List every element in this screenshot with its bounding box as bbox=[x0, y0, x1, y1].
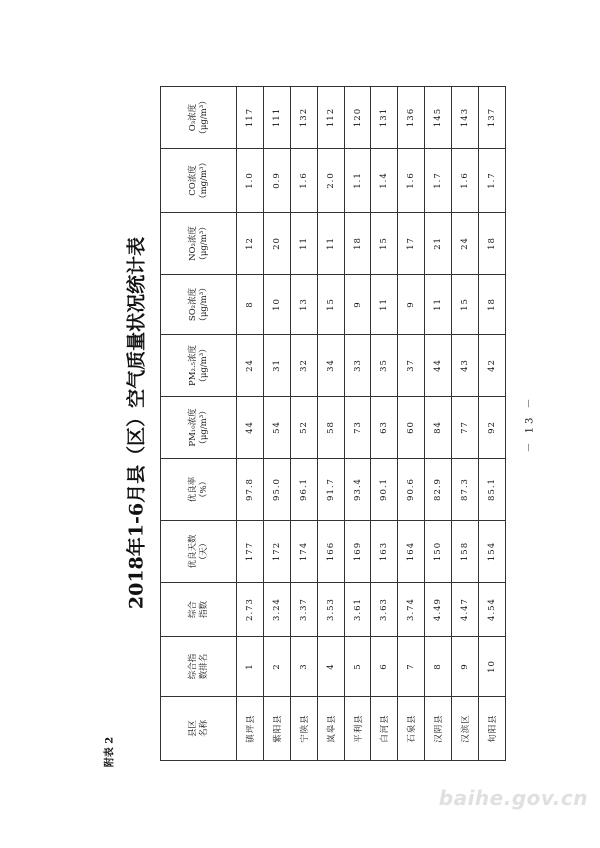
table-cell: 131 bbox=[371, 87, 398, 149]
table-row bbox=[290, 87, 317, 761]
table-cell: 6 bbox=[371, 637, 398, 697]
table-cell: 145 bbox=[425, 87, 452, 149]
table-cell: 11 bbox=[317, 213, 344, 275]
table-cell: 32 bbox=[290, 335, 317, 397]
appendix-label: 附表 2 bbox=[104, 736, 116, 768]
table-header-row bbox=[161, 87, 237, 761]
table-cell: 3.74 bbox=[398, 583, 425, 637]
table-cell: 137 bbox=[479, 87, 506, 149]
table-cell: 54 bbox=[263, 397, 290, 459]
air-quality-table bbox=[160, 86, 506, 761]
table-cell: 136 bbox=[398, 87, 425, 149]
header-no2: NO₂浓度 （μg/m³） bbox=[161, 213, 237, 275]
table-cell: 1 bbox=[237, 637, 264, 697]
table-cell: 20 bbox=[263, 213, 290, 275]
table-cell: 120 bbox=[344, 87, 371, 149]
header-co: CO浓度 （mg/m³） bbox=[161, 149, 237, 213]
table-cell: 42 bbox=[479, 335, 506, 397]
table-cell: 164 bbox=[398, 521, 425, 583]
page-number: － 13 － bbox=[524, 395, 536, 453]
table-cell: 91.7 bbox=[317, 459, 344, 521]
table-cell: 15 bbox=[317, 275, 344, 335]
table-cell: 1.0 bbox=[237, 149, 264, 213]
table-cell: 58 bbox=[317, 397, 344, 459]
table-cell: 33 bbox=[344, 335, 371, 397]
table-cell: 4.54 bbox=[479, 583, 506, 637]
table-cell: 8 bbox=[425, 637, 452, 697]
table-container bbox=[160, 87, 506, 761]
table-cell: 82.9 bbox=[425, 459, 452, 521]
table-title: 2018年1-6月县（区）空气质量状况统计表 bbox=[125, 236, 148, 610]
table-cell: 9 bbox=[452, 637, 479, 697]
table-cell: 1.6 bbox=[452, 149, 479, 213]
county-name-cell: 岚皋县 bbox=[317, 697, 344, 761]
table-row bbox=[398, 87, 425, 761]
table-cell: 1.4 bbox=[371, 149, 398, 213]
table-cell: 93.4 bbox=[344, 459, 371, 521]
header-rank: 综合指 数排名 bbox=[161, 637, 237, 697]
table-cell: 5 bbox=[344, 637, 371, 697]
table-row bbox=[263, 87, 290, 761]
county-name-cell: 旬阳县 bbox=[479, 697, 506, 761]
header-good-days: 优良天数 （天） bbox=[161, 521, 237, 583]
table-cell: 3.53 bbox=[317, 583, 344, 637]
table-row bbox=[344, 87, 371, 761]
table-cell: 3.24 bbox=[263, 583, 290, 637]
table-cell: 11 bbox=[290, 213, 317, 275]
table-cell: 0.9 bbox=[263, 149, 290, 213]
table-cell: 18 bbox=[479, 213, 506, 275]
table-cell: 24 bbox=[237, 335, 264, 397]
table-cell: 9 bbox=[398, 275, 425, 335]
table-cell: 1.6 bbox=[290, 149, 317, 213]
table-cell: 1.6 bbox=[398, 149, 425, 213]
table-cell: 15 bbox=[371, 213, 398, 275]
header-o3: O₃浓度 （μg/m³） bbox=[161, 87, 237, 149]
table-cell: 21 bbox=[425, 213, 452, 275]
table-cell: 13 bbox=[290, 275, 317, 335]
table-cell: 90.1 bbox=[371, 459, 398, 521]
table-cell: 1.1 bbox=[344, 149, 371, 213]
table-cell: 52 bbox=[290, 397, 317, 459]
table-cell: 3.63 bbox=[371, 583, 398, 637]
table-cell: 8 bbox=[237, 275, 264, 335]
table-cell: 169 bbox=[344, 521, 371, 583]
table-cell: 172 bbox=[263, 521, 290, 583]
table-cell: 18 bbox=[479, 275, 506, 335]
table-cell: 97.8 bbox=[237, 459, 264, 521]
table-cell: 35 bbox=[371, 335, 398, 397]
table-cell: 4.47 bbox=[452, 583, 479, 637]
table-cell: 112 bbox=[317, 87, 344, 149]
table-cell: 17 bbox=[398, 213, 425, 275]
table-cell: 2.0 bbox=[317, 149, 344, 213]
table-cell: 1.7 bbox=[425, 149, 452, 213]
county-name-cell: 石泉县 bbox=[398, 697, 425, 761]
table-cell: 3.37 bbox=[290, 583, 317, 637]
table-body bbox=[237, 87, 506, 761]
table-cell: 37 bbox=[398, 335, 425, 397]
table-cell: 60 bbox=[398, 397, 425, 459]
table-cell: 2.73 bbox=[237, 583, 264, 637]
table-cell: 166 bbox=[317, 521, 344, 583]
table-cell: 77 bbox=[452, 397, 479, 459]
header-good-rate: 优良率 （%） bbox=[161, 459, 237, 521]
table-cell: 18 bbox=[344, 213, 371, 275]
table-cell: 158 bbox=[452, 521, 479, 583]
table-cell: 31 bbox=[263, 335, 290, 397]
table-cell: 44 bbox=[237, 397, 264, 459]
header-so2: SO₂浓度 （μg/m³） bbox=[161, 275, 237, 335]
county-name-cell: 镇坪县 bbox=[237, 697, 264, 761]
table-cell: 87.3 bbox=[452, 459, 479, 521]
table-cell: 154 bbox=[479, 521, 506, 583]
table-cell: 163 bbox=[371, 521, 398, 583]
watermark: baihe.gov.cn bbox=[438, 786, 588, 810]
table-cell: 90.6 bbox=[398, 459, 425, 521]
table-cell: 24 bbox=[452, 213, 479, 275]
table-cell: 150 bbox=[425, 521, 452, 583]
table-cell: 85.1 bbox=[479, 459, 506, 521]
table-cell: 12 bbox=[237, 213, 264, 275]
table-cell: 2 bbox=[263, 637, 290, 697]
county-name-cell: 宁陕县 bbox=[290, 697, 317, 761]
table-row bbox=[425, 87, 452, 761]
table-cell: 11 bbox=[371, 275, 398, 335]
table-cell: 10 bbox=[263, 275, 290, 335]
table-cell: 63 bbox=[371, 397, 398, 459]
header-pm25: PM₂.₅浓度 （μg/m³） bbox=[161, 335, 237, 397]
table-cell: 111 bbox=[263, 87, 290, 149]
table-cell: 132 bbox=[290, 87, 317, 149]
table-cell: 11 bbox=[425, 275, 452, 335]
table-cell: 1.7 bbox=[479, 149, 506, 213]
table-cell: 9 bbox=[344, 275, 371, 335]
table-cell: 73 bbox=[344, 397, 371, 459]
table-cell: 177 bbox=[237, 521, 264, 583]
table-cell: 10 bbox=[479, 637, 506, 697]
table-cell: 92 bbox=[479, 397, 506, 459]
table-cell: 3 bbox=[290, 637, 317, 697]
header-county: 县区 名称 bbox=[161, 697, 237, 761]
table-cell: 7 bbox=[398, 637, 425, 697]
table-cell: 4 bbox=[317, 637, 344, 697]
county-name-cell: 白河县 bbox=[371, 697, 398, 761]
county-name-cell: 汉阴县 bbox=[425, 697, 452, 761]
county-name-cell: 汉滨区 bbox=[452, 697, 479, 761]
table-cell: 143 bbox=[452, 87, 479, 149]
table-cell: 174 bbox=[290, 521, 317, 583]
table-cell: 3.61 bbox=[344, 583, 371, 637]
header-index: 综合 指数 bbox=[161, 583, 237, 637]
table-row bbox=[452, 87, 479, 761]
table-cell: 117 bbox=[237, 87, 264, 149]
table-cell: 34 bbox=[317, 335, 344, 397]
table-row bbox=[317, 87, 344, 761]
table-cell: 44 bbox=[425, 335, 452, 397]
table-cell: 96.1 bbox=[290, 459, 317, 521]
table-cell: 84 bbox=[425, 397, 452, 459]
county-name-cell: 紫阳县 bbox=[263, 697, 290, 761]
header-pm10: PM₁₀浓度 （μg/m³） bbox=[161, 397, 237, 459]
table-cell: 4.49 bbox=[425, 583, 452, 637]
table-cell: 95.0 bbox=[263, 459, 290, 521]
table-row bbox=[237, 87, 264, 761]
table-row bbox=[479, 87, 506, 761]
table-cell: 43 bbox=[452, 335, 479, 397]
table-row bbox=[371, 87, 398, 761]
table-cell: 15 bbox=[452, 275, 479, 335]
county-name-cell: 平利县 bbox=[344, 697, 371, 761]
